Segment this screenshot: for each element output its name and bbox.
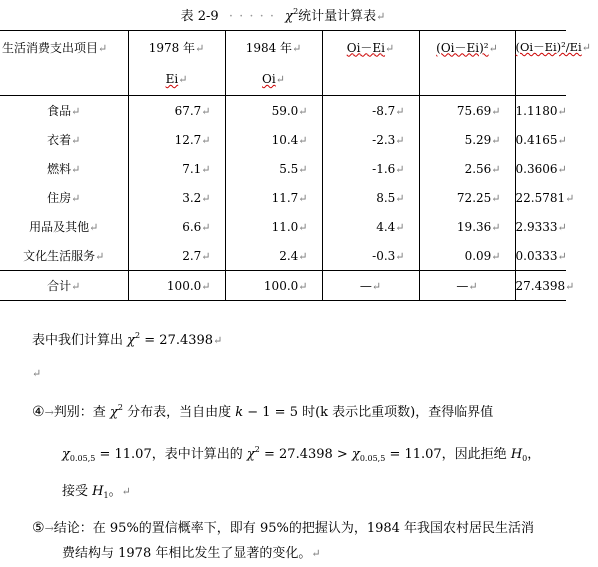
row-label: 燃料↵ <box>0 154 128 183</box>
table-row: 食品↵ 67.7↵ 59.0↵ -8.7↵ 75.69↵ 1.1180↵ <box>0 96 566 126</box>
result-line: 表中我们计算出 $\chi^2$ = 27.4398↵ <box>32 331 223 348</box>
header-diff-sq: (Oi－Ei)²↵ <box>419 31 515 64</box>
table-row: 文化生活服务↵ 2.7↵ 2.4↵ -0.3↵ 0.09↵ 0.0333↵ <box>0 241 566 271</box>
paragraph-mark-icon: ↵ <box>376 10 386 23</box>
row-label: 衣着↵ <box>0 125 128 154</box>
header-ratio: (Oi－Ei)²/Ei↵ <box>515 31 566 64</box>
header-1984: 1984 年↵ <box>225 31 322 64</box>
header-row <box>0 31 566 64</box>
step-4-line-2: $\chi_{0.05,5} = 11.07$，表中计算出的 $\chi^2 = 27.4398 > \chi_{0.05,5} = 11.07$，因此拒绝 $H_0$， <box>62 445 541 463</box>
header-item: 生活消费支出项目↵ <box>0 31 128 64</box>
table-title <box>0 2 566 27</box>
chi-superscript: 2 <box>293 7 299 16</box>
step-4-paragraph: ④→判别：查 $\chi^2$ 分布表，当自由度 k − 1 = 5 时(k 表示比重项数)，查得临界值 <box>32 403 494 420</box>
header-1978: 1978 年↵ <box>128 31 225 64</box>
subheader-row <box>0 63 566 96</box>
row-label: 文化生活服务↵ <box>0 241 128 271</box>
table-number: 表 2-9 <box>180 9 219 24</box>
header-diff: Oi－Ei↵ <box>322 31 419 64</box>
table-row: 燃料↵ 7.1↵ 5.5↵ -1.6↵ 2.56↵ 0.3606↵ <box>0 154 566 183</box>
chi-square-table <box>0 30 591 301</box>
table-row: 用品及其他↵ 6.6↵ 11.0↵ 4.4↵ 19.36↵ 2.9333↵ <box>0 212 566 241</box>
table-row: 住房↵ 3.2↵ 11.7↵ 8.5↵ 72.25↵ 22.5781↵ <box>0 183 566 212</box>
row-label: 用品及其他↵ <box>0 212 128 241</box>
step-5-paragraph: ⑤→结论：在 95%的置信概率下，即有 95%的把握认为，1984 年我国农村居民生活消 <box>32 520 535 536</box>
subheader-empty <box>0 63 128 96</box>
chi-symbol: χ <box>285 9 294 24</box>
row-label: 食品↵ <box>0 96 128 126</box>
table-row: 衣着↵ 12.7↵ 10.4↵ -2.3↵ 5.29↵ 0.4165↵ <box>0 125 566 154</box>
row-label: 住房↵ <box>0 183 128 212</box>
table-caption: 统计量计算表 <box>298 9 377 24</box>
subheader-oi: Oi↵ <box>225 63 322 96</box>
step-5-line-2: 费结构与 1978 年相比发生了显著的变化。↵ <box>62 546 321 561</box>
empty-paragraph: ↵ <box>32 367 42 380</box>
total-row: 合计↵ 100.0↵ 100.0↵ —↵ —↵ 27.4398↵ <box>0 271 566 301</box>
leader-dots: · · · · · <box>228 9 276 24</box>
total-label: 合计↵ <box>0 271 128 301</box>
step-4-line-3: 接受 $H_1$。↵ <box>62 484 131 500</box>
subheader-ei: Ei↵ <box>128 63 225 96</box>
